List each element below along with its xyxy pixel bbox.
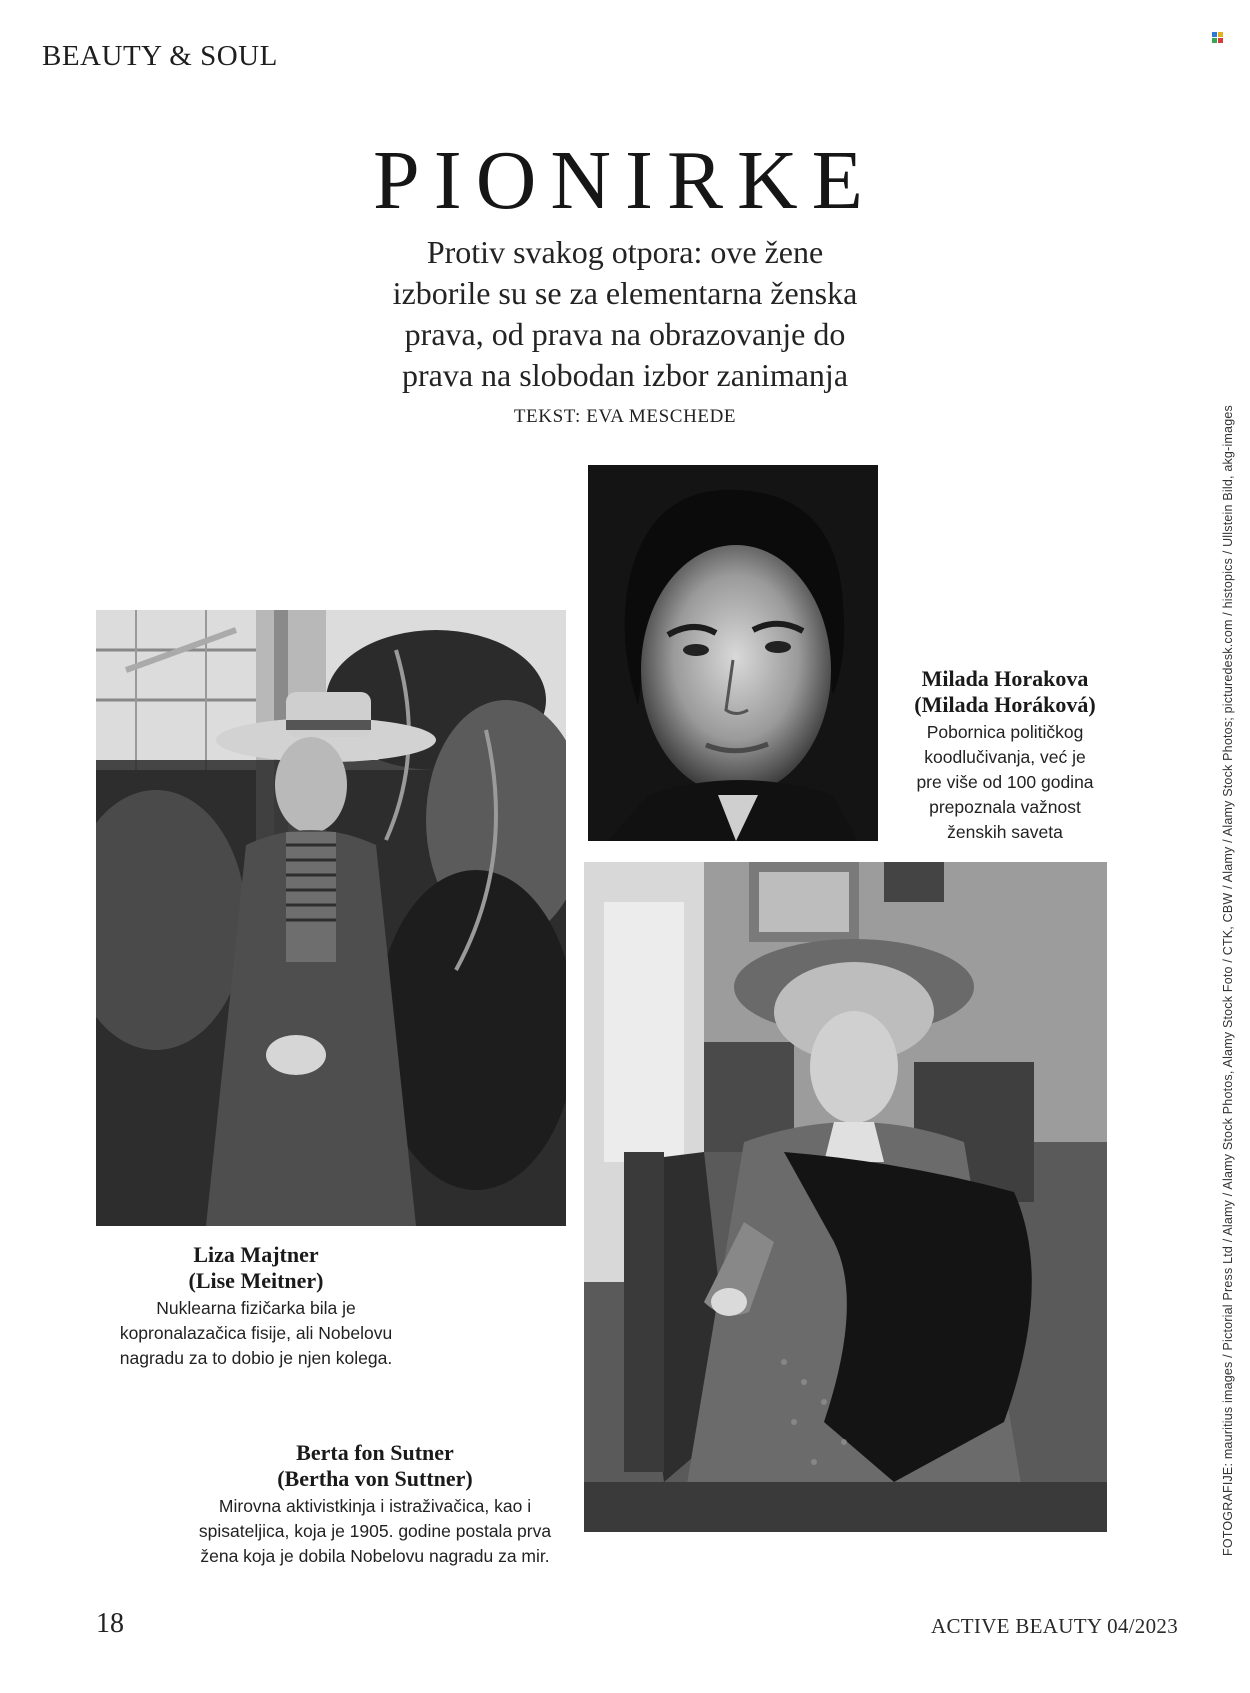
caption-name: (Lise Meitner): [188, 1268, 324, 1293]
photo-credits: FOTOGRAFIJE: mauritius images / Pictorial Press Ltd / Alamy / Alamy Stock Photos, Alamy Stock Foto / CTK, CBW / Alamy / Alamy Stock Photos; picturedesk.com / histopics / Ullstein Bild, akg-images: [1221, 405, 1235, 1556]
caption-description: [96, 1296, 416, 1371]
caption-line: pre više od 100 godina: [916, 772, 1094, 792]
caption-milada-horakova: [890, 666, 1120, 845]
article-byline: TEKST: EVA MESCHEDE: [513, 406, 737, 427]
article-lead: [340, 232, 910, 396]
caption-name: Liza Majtner: [193, 1242, 319, 1267]
publication-footer: ACTIVE BEAUTY 04/2023: [931, 1614, 1178, 1638]
caption-line: Mirovna aktivistkinja i istraživačica, kao i: [218, 1496, 532, 1516]
lead-line: izborile su se za elementarna ženska: [392, 275, 858, 311]
caption-name: (Bertha von Suttner): [277, 1466, 473, 1491]
corner-mark-icon: [1212, 32, 1224, 44]
caption-line: spisateljica, koja je 1905. godine postala prva: [198, 1521, 552, 1541]
article-title: PIONIRKE: [373, 134, 877, 227]
lead-line: Protiv svakog otpora: ove žene: [426, 234, 824, 270]
lead-line: prava, od prava na obrazovanje do: [404, 316, 846, 352]
caption-line: prepoznala važnost: [929, 797, 1081, 817]
caption-name: Berta fon Sutner: [296, 1440, 454, 1465]
caption-line: kopronalazačica fisije, ali Nobelovu: [119, 1323, 393, 1343]
caption-line: ženskih saveta: [947, 822, 1063, 842]
caption-line: koodlučivanja, već je: [924, 747, 1086, 767]
caption-lise-meitner: [96, 1242, 416, 1371]
section-label: BEAUTY & SOUL: [42, 40, 278, 72]
caption-line: žena koja je dobila Nobelovu nagradu za mir.: [200, 1546, 550, 1566]
photo-bertha-von-suttner: [584, 862, 1107, 1532]
caption-line: Nuklearna fizičarka bila je: [156, 1298, 356, 1318]
caption-name: (Milada Horáková): [914, 692, 1096, 717]
caption-line: Pobornica političkog: [926, 722, 1084, 742]
lead-line: prava na slobodan izbor zanimanja: [401, 357, 849, 393]
caption-line: nagradu za to dobio je njen kolega.: [119, 1348, 393, 1368]
caption-name: Milada Horakova: [921, 666, 1089, 691]
caption-description: [180, 1494, 570, 1569]
caption-description: [890, 720, 1120, 845]
photo-lise-meitner: [96, 610, 566, 1226]
caption-bertha-von-suttner: [180, 1440, 570, 1569]
page-number: 18: [96, 1608, 124, 1639]
photo-milada-horakova: [588, 465, 878, 841]
